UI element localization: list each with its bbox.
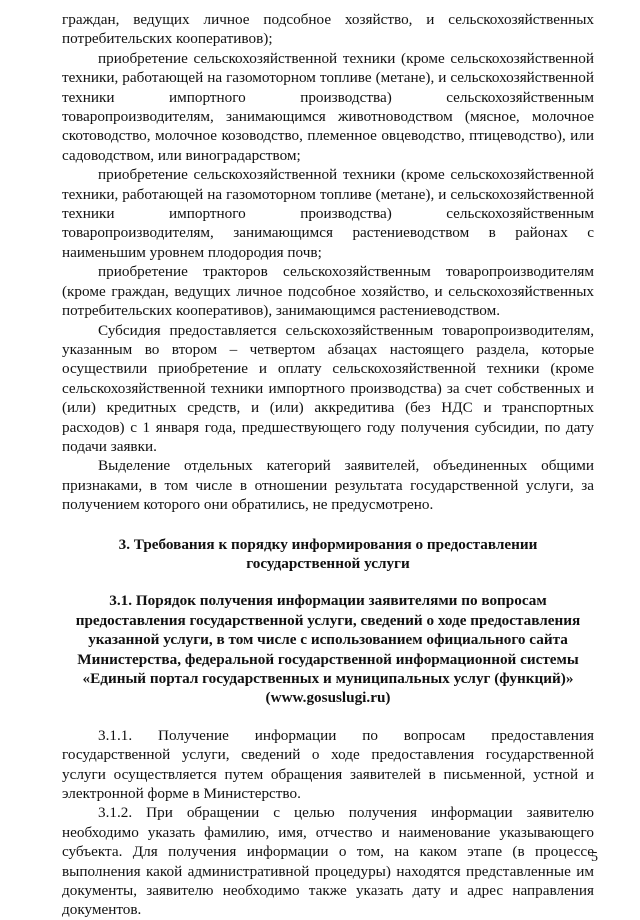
document-page <box>62 10 594 920</box>
paragraph: приобретение тракторов сельскохозяйственным товаропроизводителям (кроме граждан, ведущих личное подсобное хозяйство, и сельскохозяйственных потребительских кооперативов), занимающимся растениеводством. <box>62 263 594 320</box>
paragraph: Выделение отдельных категорий заявителей, объединенных общими признаками, в том числе в отношении результата государственной услуги, за получением которого они обратились, не предусмотрено. <box>62 457 594 514</box>
paragraph: граждан, ведущих личное подсобное хозяйство, и сельскохозяйственных потребительских кооперативов); <box>62 11 594 48</box>
section-heading: 3. Требования к порядку информирования о предоставлении государственной услуги <box>118 535 538 572</box>
paragraph: Субсидия предоставляется сельскохозяйственным товаропроизводителям, указанным во втором – четвертом абзацах настоящего раздела, которые осуществили приобретение и оплату сельскохозяйственной техники (кроме сельскохозяйственной техники импортного производства) за счет собственных и (или) кредитных средств, и (или) аккредитива (без НДС и транспортных расходов) с 1 января года, предшествующего году получения субсидии, по дату подачи заявки. <box>62 321 594 455</box>
page-number: 5 <box>591 850 598 865</box>
paragraph: приобретение сельскохозяйственной техники (кроме сельскохозяйственной техники, работающей на газомоторном топливе (метане), и сельскохозяйственной техники импортного производства) сельскохозяйственным товаропроизводителям, занимающимся растениеводством в районах с наименьшим уровнем плодородия почв; <box>62 166 594 261</box>
paragraph: приобретение сельскохозяйственной техники (кроме сельскохозяйственной техники, работающей на газомоторном топливе (метане), и сельскохозяйственной техники импортного производства) сельскохозяйственным товаропроизводителям, занимающимся животноводством (мясное, молочное скотоводство, молочное козоводство, племенное овцеводство, птицеводство), или садоводством, или виноградарством; <box>62 49 594 164</box>
subsection-heading: 3.1. Порядок получения информации заявителями по вопросам предоставления государственной услуги, сведений о ходе предоставления указанной услуги, в том числе с использованием официального сайта Министерства, федеральной государственной информационной системы «Единый портал государственных и муниципальных услуг (функций)» (www.gosuslugi.ru) <box>75 592 581 707</box>
paragraph: 3.1.1. Получение информации по вопросам предоставления государственной услуги, сведений о ходе предоставления государственной услуги осуществляется путем обращения заявителей в письменной, устной и электронной форме в Министерство. <box>62 726 594 803</box>
paragraph: 3.1.2. При обращении с целью получения информации заявителю необходимо указать фамилию, имя, отчество и наименование указывающего субъекта. Для получения информации о том, на каком этапе (в процессе выполнения какой административной процедуры) находятся представленные им документы, заявителю необходимо также указать дату и адрес направления документов. <box>62 804 594 919</box>
